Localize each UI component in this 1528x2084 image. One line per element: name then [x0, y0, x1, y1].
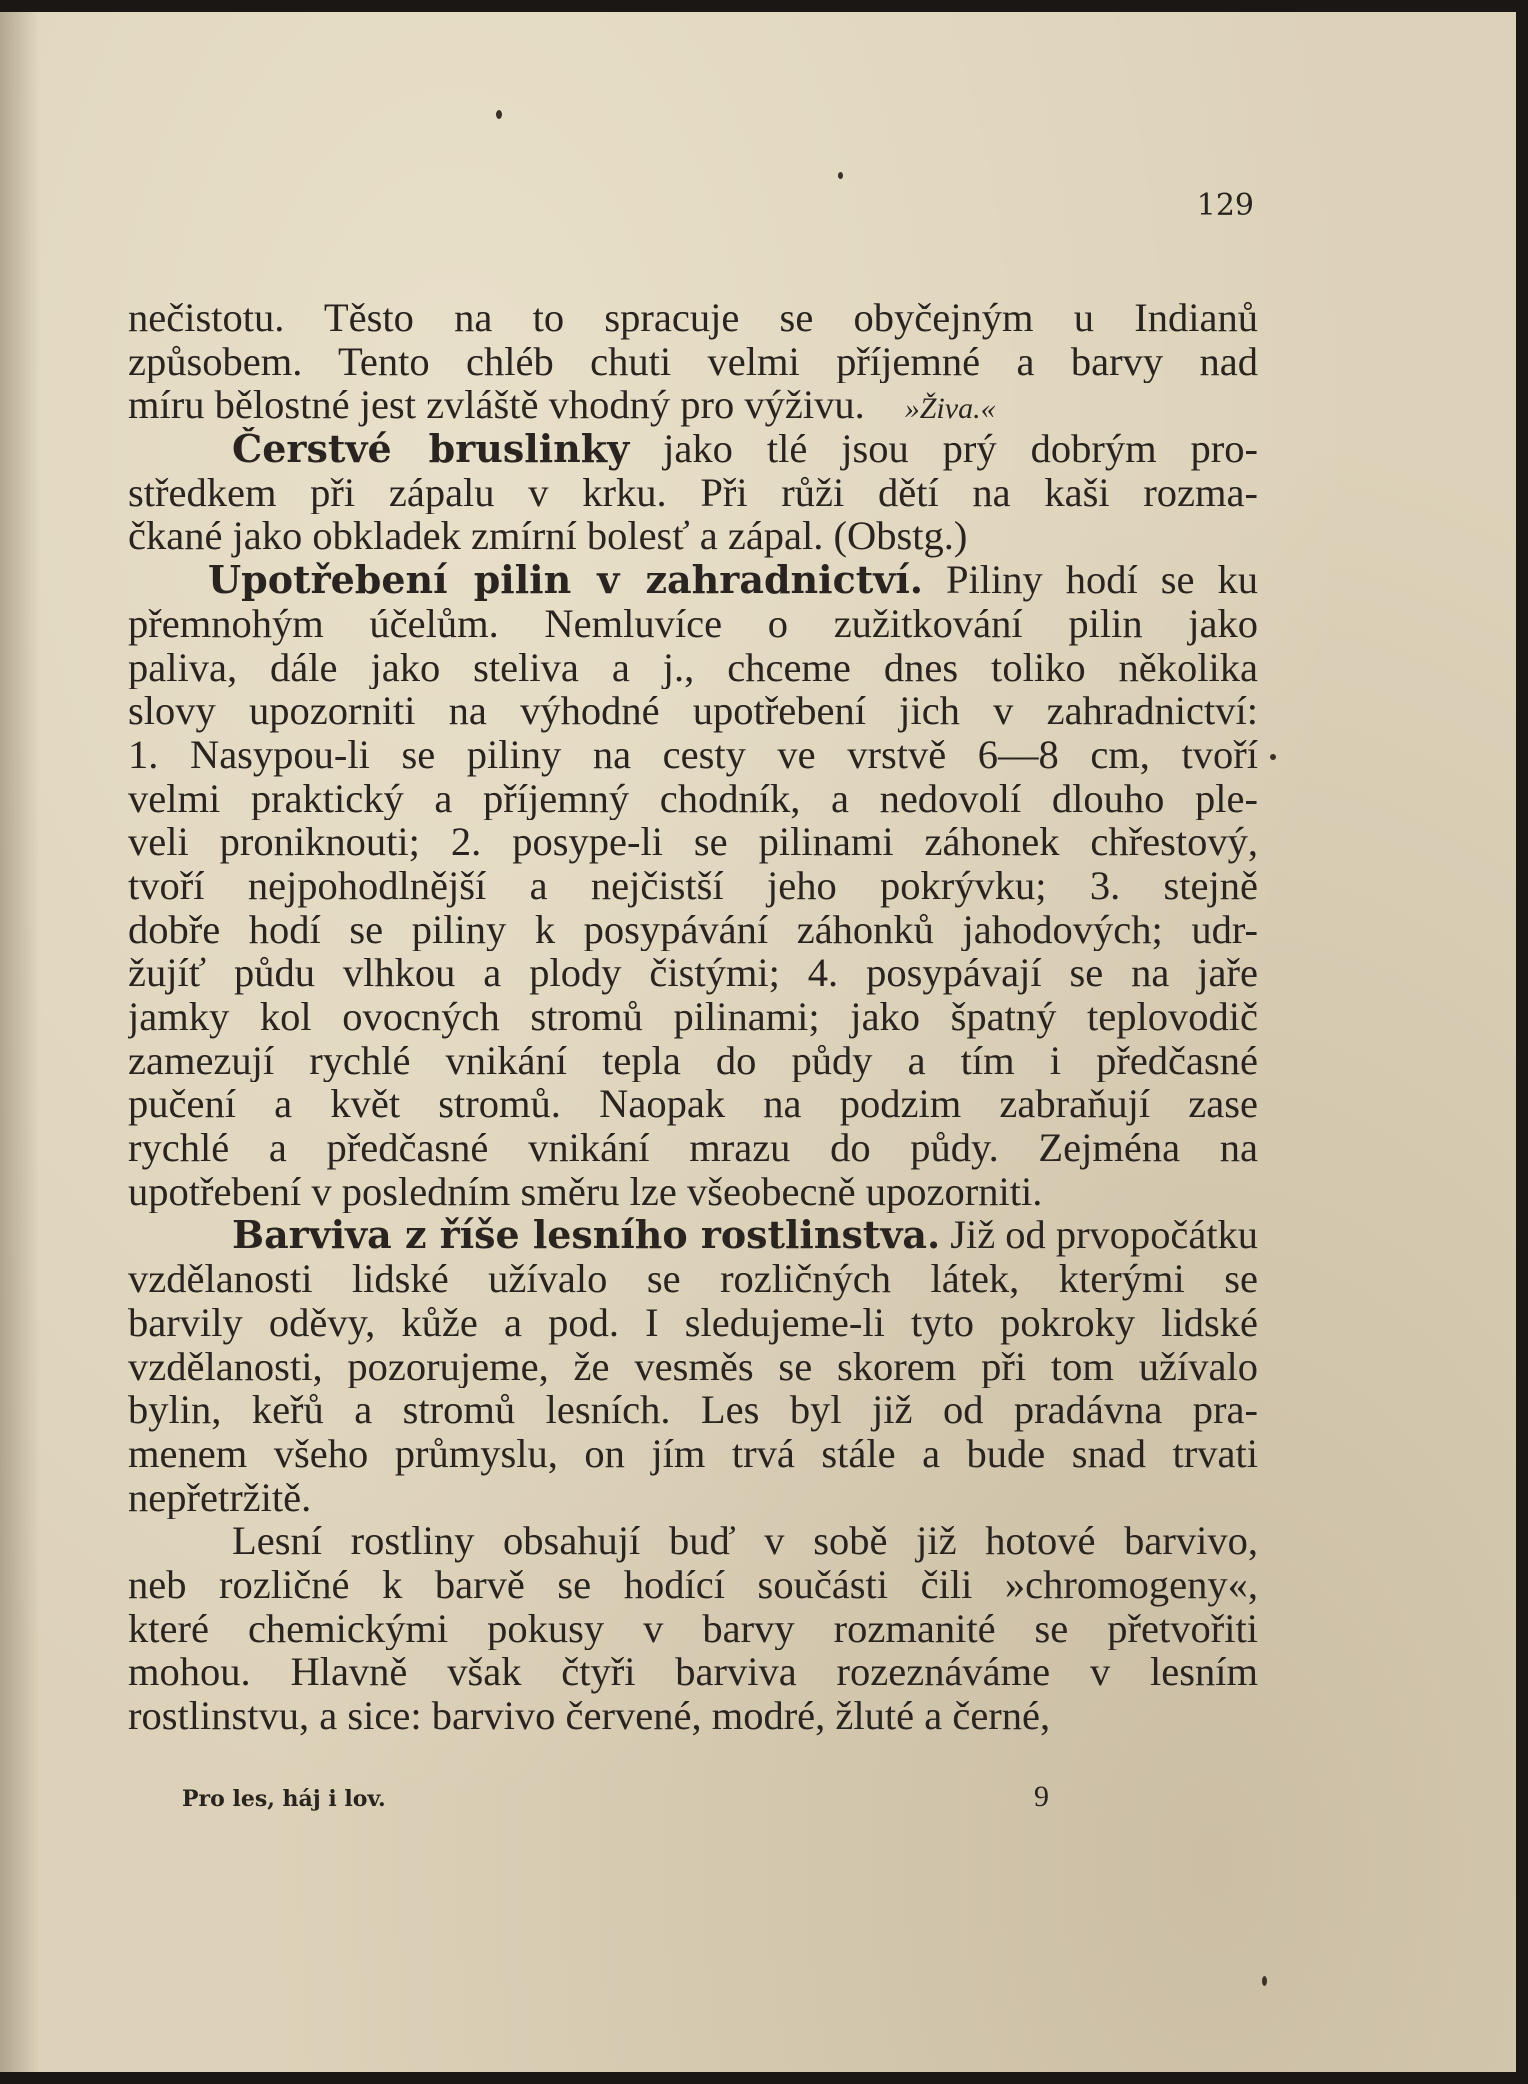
text-line: středkem při zápalu v krku. Při růži dětí na kaši rozma- [128, 470, 1258, 515]
text-line: vzdělanosti lidské užívalo se rozličných látek, kterými se [128, 1257, 1258, 1301]
footer-book-title: Pro les, háj i lov. [182, 1786, 386, 1812]
text-line: neb rozličné k barvě se hodící součásti čili »chromogeny«, [128, 1562, 1258, 1607]
text-line: zamezují rychlé vnikání tepla do půdy a tím i předčasné [128, 1038, 1258, 1083]
section-heading-piliny: Upotřebení pilin v zahradnictví. [208, 558, 924, 602]
text-line: jamky kol ovocných stromů pilinami; jako špatný teplovodič [128, 995, 1258, 1039]
text-line: velmi praktický a příjemný chodník, a nedovolí dlouho ple- [128, 776, 1258, 821]
page-body-text [128, 296, 1258, 1738]
heading-line-tail: Piliny hodí se ku [946, 558, 1258, 602]
signature-mark: 9 [1034, 1780, 1049, 1813]
ink-speck [1270, 754, 1276, 760]
text-line: přemnohým účelům. Nemluvíce o zužitkování pilin jako [128, 601, 1258, 646]
ink-speck [496, 110, 502, 119]
text-line: rostlinstvu, a sice: barvivo červené, modré, žluté a černé, [128, 1694, 1051, 1738]
text-line-content: míru bělostné jest zvláště vhodný pro výživu. [128, 383, 865, 428]
section-head-line [128, 427, 1258, 471]
text-line: nepřetržitě. [128, 1475, 312, 1520]
text-line: způsobem. Tento chléb chuti velmi příjemné a barvy nad [128, 339, 1258, 384]
section-heading-barviva: Barviva z říše lesního rostlinstva. [232, 1213, 941, 1258]
text-line [128, 383, 1258, 427]
ink-speck [838, 172, 843, 179]
text-line: 1. Nasypou-li se piliny na cesty ve vrstvě 6—8 cm, tvoří [128, 732, 1258, 777]
ink-speck [1262, 1976, 1267, 1986]
text-line: pučení a květ stromů. Naopak na podzim zabraňují zase [128, 1082, 1258, 1127]
text-line: veli proniknouti; 2. posype-li se pilinami záhonek chřestový, [128, 820, 1258, 864]
heading-line-tail: Již od prvopočátku [950, 1213, 1258, 1258]
text-line: rychlé a předčasné vnikání mrazu do půdy. Zejména na [128, 1126, 1258, 1170]
page-number: 129 [1196, 188, 1254, 223]
text-line: menem všeho průmyslu, on jím trvá stále a bude snad trvati [128, 1431, 1258, 1476]
section-heading-bruslinky: Čerstvé bruslinky [232, 427, 630, 471]
text-line: nečistotu. Těsto na to spracuje se obyčejným u Indianů [128, 296, 1258, 340]
section-head-line [128, 1213, 1258, 1257]
book-page [0, 12, 1516, 2072]
text-line: tvoří nejpohodlnější a nejčistší jeho pokrývku; 3. stejně [128, 863, 1258, 908]
source-note: »Živa.« [904, 392, 996, 426]
text-line: slovy upozorniti na výhodné upotřebení jich v zahradnictví: [128, 689, 1258, 733]
text-line: paliva, dále jako steliva a j., chceme dnes toliko několika [128, 645, 1258, 690]
text-line: mohou. Hlavně však čtyři barviva rozeznáváme v lesním [128, 1650, 1258, 1694]
heading-line-tail: jako tlé jsou prý dobrým pro- [663, 427, 1258, 471]
section-head-line [128, 558, 1258, 602]
text-line: Lesní rostliny obsahují buď v sobě již hotové barvivo, [232, 1519, 1258, 1563]
text-line: žujíť půdu vlhkou a plody čistými; 4. posypávají se na jaře [128, 951, 1258, 995]
binding-shadow [0, 12, 40, 2072]
text-line: čkané jako obkladek zmírní bolesť a zápal. (Obstg.) [128, 514, 968, 559]
text-line: vzdělanosti, pozorujeme, že vesměs se skorem při tom užívalo [128, 1344, 1258, 1389]
text-line: barvily oděvy, kůže a pod. I sledujeme-li tyto pokroky lidské [128, 1300, 1258, 1345]
text-line: dobře hodí se piliny k posypávání záhonků jahodových; udr- [128, 907, 1258, 952]
text-line: upotřebení v posledním směru lze všeobecně upozorniti. [128, 1169, 1043, 1214]
text-line: které chemickými pokusy v barvy rozmanité se přetvořiti [128, 1606, 1258, 1651]
text-line: bylin, keřů a stromů lesních. Les byl již od pradávna pra- [128, 1388, 1258, 1432]
